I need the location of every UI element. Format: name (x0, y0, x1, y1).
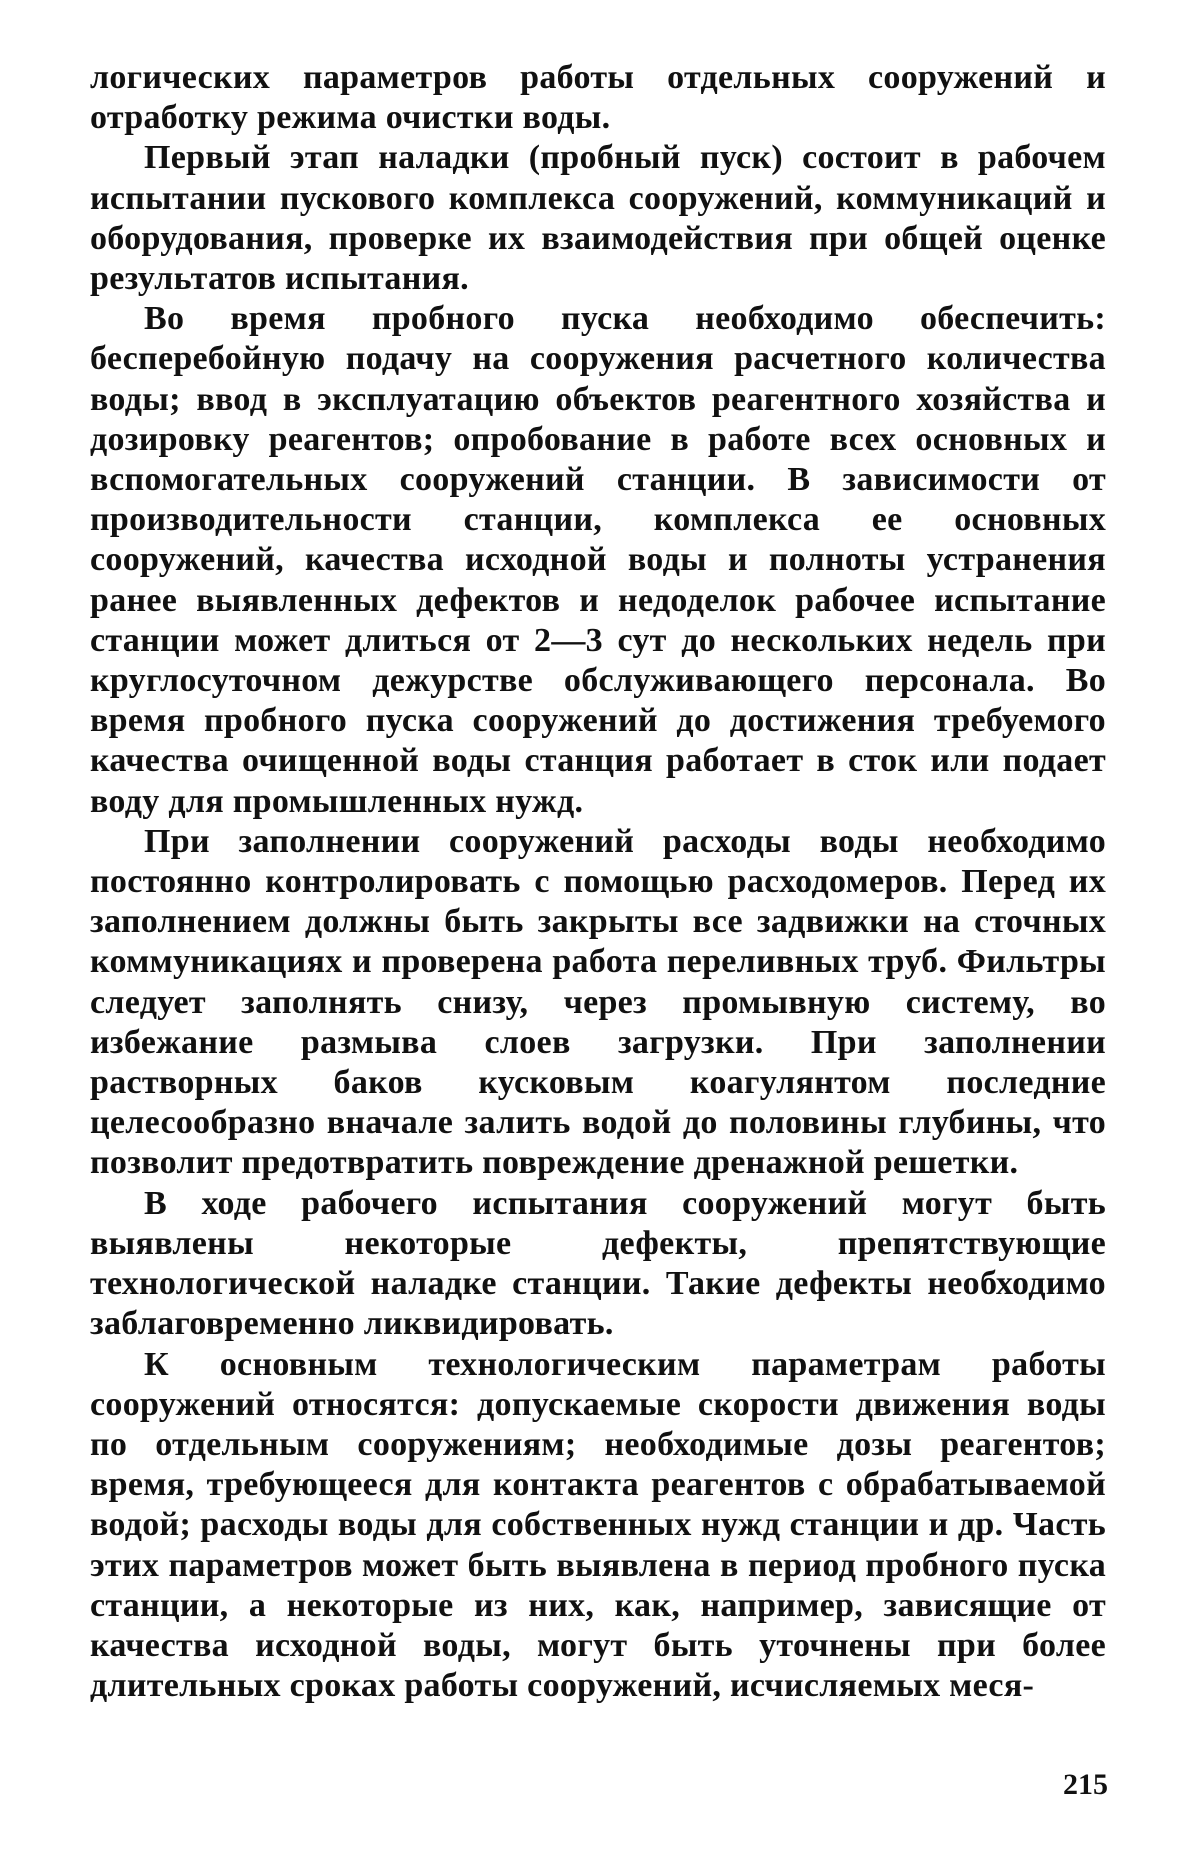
body-text (90, 58, 1106, 1706)
paragraph-parameters: К основным технологическим параметрам работы сооружений относятся: допускаемые скорости движения воды по отдельным сооружениям; необходимые дозы реагентов; время, требующееся для контакта реагентов с обрабатываемой водой; расходы воды для собственных нужд станции и др. Часть этих параметров может быть выявлена в период пробного пуска станции, а некоторые из них, как, например, зависящие от качества исходной воды, могут быть уточнены при более длительных сроках работы сооружений, исчисляемых меся- (90, 1345, 1106, 1705)
paragraph-continuation: логических параметров работы отдельных сооружений и отработку режима очистки воды. (90, 59, 1106, 137)
paragraph-defects: В ходе рабочего испытания сооружений могут быть выявлены некоторые дефекты, препятствующие технологической наладке станции. Такие дефекты необходимо заблаговременно ликвидировать. (90, 1184, 1106, 1343)
paragraph-first-stage: Первый этап наладки (пробный пуск) состоит в рабочем испытании пускового комплекса сооружений, коммуникаций и оборудования, проверке их взаимодействия при общей оценке результатов испытания. (90, 139, 1106, 298)
paragraph-filling: При заполнении сооружений расходы воды необходимо постоянно контролировать с помощью расходомеров. Перед их заполнением должны быть закрыты все задвижки на сточных коммуникациях и проверена работа переливных труб. Фильтры следует заполнять снизу, через промывную систему, во избежание размыва слоев загрузки. При заполнении растворных баков кусковым коагулянтом последние целесообразно вначале залить водой до половины глубины, что позволит предотвратить повреждение дренажной решетки. (90, 822, 1106, 1182)
page-number: 215 (1063, 1768, 1108, 1801)
paragraph-trial-start: Во время пробного пуска необходимо обеспечить: бесперебойную подачу на сооружения расчетного количества воды; ввод в эксплуатацию объектов реагентного хозяйства и дозировку реагентов; опробование в работе всех основных и вспомогательных сооружений станции. В зависимости от производительности станции, комплекса ее основных сооружений, качества исходной воды и полноты устранения ранее выявленных дефектов и недоделок рабочее испытание станции может длиться от 2—3 сут до нескольких недель при круглосуточном дежурстве обслуживающего персонала. Во время пробного пуска сооружений до достижения требуемого качества очищенной воды станция работает в сток или подает воду для промышленных нужд. (90, 300, 1106, 820)
